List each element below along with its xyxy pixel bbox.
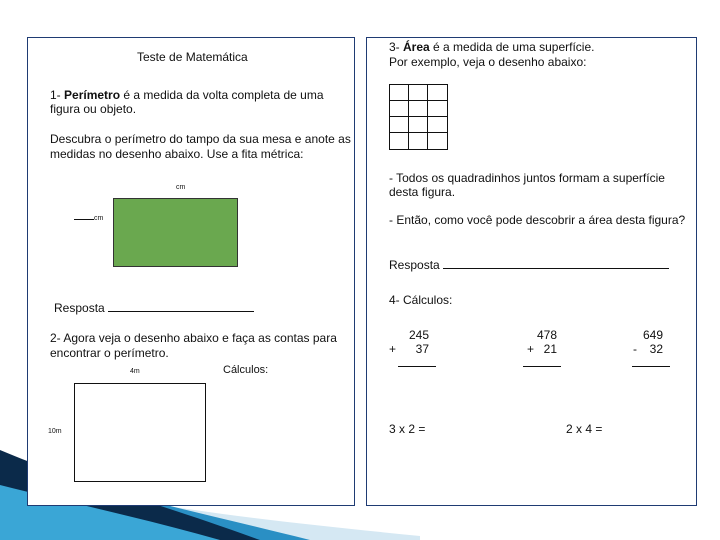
op1-result-line[interactable] (398, 366, 436, 367)
question-2-line-2: encontrar o perímetro. (50, 346, 169, 360)
question-3-bullet-1-line-1: - Todos os quadradinhos juntos formam a superfície (389, 171, 665, 185)
op1-bottom-number: 37 (415, 342, 429, 356)
answer-label: Resposta (389, 258, 440, 272)
rectangle-left-dimension: 10m (48, 428, 62, 435)
question-1-definition: é a medida da volta completa de uma (120, 88, 324, 102)
question-3-line-1 (389, 40, 594, 54)
op3-result-line[interactable] (632, 366, 670, 367)
area-grid (389, 84, 448, 150)
answer-label: Resposta (54, 301, 105, 315)
right-worksheet-page (366, 37, 697, 506)
op1-top-number: 245 (408, 328, 429, 342)
question-3-bullet-1-line-2: desta figura. (389, 185, 456, 199)
op2-result-line[interactable] (523, 366, 561, 367)
rectangle-top-dimension: 4m (130, 368, 140, 375)
question-3-definition: é a medida de uma superfície. (429, 40, 595, 54)
question-3-number: 3- (389, 40, 400, 54)
op3-sign: - (633, 342, 637, 356)
op2-top-number: 478 (536, 328, 557, 342)
worksheet-title: Teste de Matemática (137, 50, 248, 64)
desk-unit-top-label: cm (176, 184, 186, 191)
answer-blank[interactable] (443, 268, 669, 269)
desk-top-rectangle (113, 198, 238, 267)
multiplication-2: 2 x 4 = (566, 422, 603, 436)
question-1-term: Perímetro (64, 88, 121, 102)
op3-bottom-number: 32 (649, 342, 663, 356)
question-3-bullet-2: - Então, como você pode descobrir a área desta figura? (389, 213, 686, 227)
op3-top-number: 649 (642, 328, 663, 342)
question-1-answer (54, 301, 254, 315)
desk-width-blank[interactable] (74, 219, 94, 220)
answer-blank[interactable] (108, 311, 254, 312)
question-1-number: 1- (50, 88, 61, 102)
question-1-instruction-1: Descubra o perímetro do tampo da sua mesa e anote as (50, 132, 351, 146)
question-1-line-2: figura ou objeto. (50, 102, 137, 116)
op2-sign: + (527, 342, 535, 356)
question-2-line-1: 2- Agora veja o desenho abaixo e faça as contas para (50, 331, 337, 345)
question-4-heading: 4- Cálculos: (389, 293, 453, 307)
question-3-line-2: Por exemplo, veja o desenho abaixo: (389, 55, 587, 69)
desk-unit-left-label: cm (74, 215, 103, 223)
question-1-instruction-2: medidas no desenho abaixo. Use a fita métrica: (50, 147, 304, 161)
op2-bottom-number: 21 (543, 342, 557, 356)
rectangle-figure (74, 383, 206, 482)
question-3-term: Área (403, 40, 430, 54)
multiplication-1: 3 x 2 = (389, 422, 426, 436)
question-3-answer (389, 258, 669, 272)
op1-sign: + (389, 342, 397, 356)
left-worksheet-page (27, 37, 355, 506)
question-1-line-1 (50, 88, 324, 102)
calculations-label: Cálculos: (223, 364, 269, 376)
